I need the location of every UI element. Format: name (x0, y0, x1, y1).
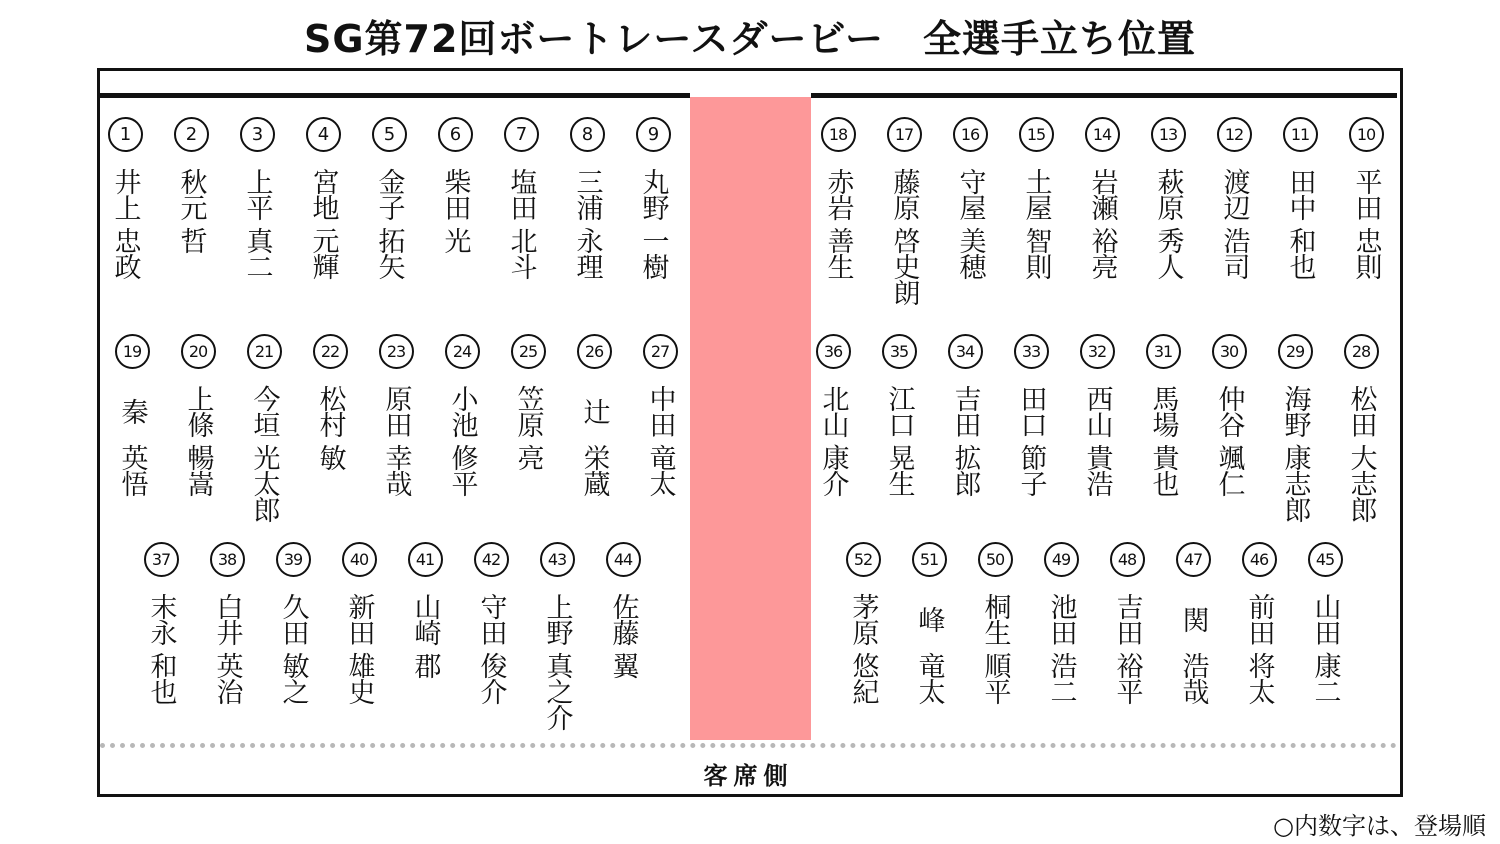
player-surname: 塩田 (505, 167, 537, 220)
player-given-name: 拡郎 (949, 444, 981, 496)
entry-order-number: 4 (306, 117, 341, 152)
player-given-name: 栄蔵 (578, 444, 610, 496)
player-surname: 小池 (446, 384, 478, 437)
player-given-name: 一樹 (637, 227, 669, 279)
player-name (1011, 160, 1061, 279)
player-slot (598, 542, 648, 678)
player-name (364, 160, 414, 279)
player-given-name: 郡 (409, 652, 441, 678)
entry-order-number: 22 (313, 334, 348, 369)
player-slot (100, 117, 150, 279)
player-name (202, 585, 252, 704)
player-name (838, 585, 888, 704)
player-name (1300, 585, 1350, 704)
player-name (1036, 585, 1086, 704)
player-name (496, 160, 546, 279)
player-name (466, 585, 516, 704)
entry-order-number: 9 (636, 117, 671, 152)
player-slot (874, 334, 924, 496)
player-slot (107, 334, 157, 496)
player-slot (437, 334, 487, 496)
player-slot (532, 542, 582, 730)
player-surname: 江口 (883, 384, 915, 437)
player-given-name: 貴浩 (1081, 444, 1113, 496)
player-surname: 田口 (1015, 384, 1047, 437)
player-given-name: 光太郎 (248, 444, 280, 522)
player-surname: 吉田 (949, 384, 981, 437)
player-given-name: 貴也 (1147, 444, 1179, 496)
player-given-name: 浩司 (1218, 227, 1250, 279)
player-surname: 吉田 (1111, 592, 1143, 645)
player-given-name: 英悟 (116, 444, 148, 496)
player-surname: 中田 (644, 384, 676, 437)
player-slot (940, 334, 990, 496)
player-name (334, 585, 384, 704)
entry-order-number: 32 (1080, 334, 1115, 369)
player-name (1143, 160, 1193, 279)
player-slot (202, 542, 252, 704)
player-given-name: 永理 (571, 227, 603, 279)
player-slot (298, 117, 348, 279)
player-given-name: 大志郎 (1345, 444, 1377, 522)
entry-order-number: 49 (1044, 542, 1079, 577)
player-slot (1077, 117, 1127, 279)
entry-order-number: 19 (115, 334, 150, 369)
player-given-name: 幸哉 (380, 444, 412, 496)
player-slot (232, 117, 282, 279)
player-name (305, 377, 355, 470)
player-surname: 山崎 (409, 592, 441, 645)
audience-side-label: 客席側 (703, 762, 794, 790)
player-surname: 秋元 (175, 167, 207, 220)
player-slot (1336, 334, 1386, 522)
player-given-name: 修平 (446, 444, 478, 496)
entry-order-number: 46 (1242, 542, 1277, 577)
entry-order-number: 43 (540, 542, 575, 577)
entry-order-number: 42 (474, 542, 509, 577)
player-surname: 秦 (116, 397, 148, 424)
player-surname: 前田 (1243, 592, 1275, 645)
player-surname: 柴田 (439, 167, 471, 220)
entry-order-number: 26 (577, 334, 612, 369)
player-given-name: 敏之 (277, 652, 309, 704)
entry-order-number: 10 (1349, 117, 1384, 152)
entry-order-number: 33 (1014, 334, 1049, 369)
player-given-name: 颯仁 (1213, 444, 1245, 496)
player-slot (173, 334, 223, 496)
entry-order-number: 17 (887, 117, 922, 152)
player-name (166, 160, 216, 253)
entry-order-number: 20 (181, 334, 216, 369)
player-slot (334, 542, 384, 704)
player-surname: 守屋 (954, 167, 986, 220)
player-slot (364, 117, 414, 279)
entry-order-number: 6 (438, 117, 473, 152)
player-slot (1138, 334, 1188, 496)
player-given-name: 美穂 (954, 227, 986, 279)
player-slot (430, 117, 480, 253)
player-slot (496, 117, 546, 279)
entry-order-number: 15 (1019, 117, 1054, 152)
player-given-name: 敏 (314, 444, 346, 470)
entry-order-number: 24 (445, 334, 480, 369)
player-surname: 渡辺 (1218, 167, 1250, 220)
player-surname: 茅原 (847, 592, 879, 645)
player-name (1072, 377, 1122, 496)
player-surname: 丸野 (637, 167, 669, 220)
player-name (874, 377, 924, 496)
player-name (532, 585, 582, 730)
entry-order-number: 12 (1217, 117, 1252, 152)
player-slot (838, 542, 888, 704)
player-slot (1300, 542, 1350, 704)
player-name (598, 585, 648, 678)
player-slot (1036, 542, 1086, 704)
player-name (1209, 160, 1259, 279)
player-name (813, 160, 863, 279)
player-surname: 赤岩 (822, 167, 854, 220)
player-given-name: 智則 (1020, 227, 1052, 279)
player-surname: 佐藤 (607, 592, 639, 645)
player-surname: 笠原 (512, 384, 544, 437)
player-surname: 井上 (109, 167, 141, 220)
player-name (503, 377, 553, 470)
entry-order-number: 36 (816, 334, 851, 369)
player-surname: 萩原 (1152, 167, 1184, 220)
player-surname: 三浦 (571, 167, 603, 220)
player-slot (166, 117, 216, 253)
player-given-name: 忠政 (109, 227, 141, 279)
player-name (1102, 585, 1152, 704)
entry-order-number: 45 (1308, 542, 1343, 577)
player-given-name: 英治 (211, 652, 243, 704)
player-name (635, 377, 685, 496)
entry-order-number: 37 (144, 542, 179, 577)
player-slot (268, 542, 318, 704)
player-slot (1341, 117, 1391, 279)
entry-order-number: 44 (606, 542, 641, 577)
player-slot (1204, 334, 1254, 496)
entry-order-number: 39 (276, 542, 311, 577)
player-slot (808, 334, 858, 496)
entry-order-number: 16 (953, 117, 988, 152)
entry-order-number: 48 (1110, 542, 1145, 577)
player-name (904, 585, 954, 704)
player-surname: 白井 (211, 592, 243, 645)
player-surname: 今垣 (248, 384, 280, 437)
player-given-name: 哲 (175, 227, 207, 253)
player-given-name: 晃生 (883, 444, 915, 496)
player-given-name: 和也 (1284, 227, 1316, 279)
player-given-name: 竜太 (913, 652, 945, 704)
player-slot (466, 542, 516, 704)
entry-order-number: 13 (1151, 117, 1186, 152)
player-given-name: 康二 (1309, 652, 1341, 704)
entry-order-number: 25 (511, 334, 546, 369)
player-surname: 金子 (373, 167, 405, 220)
entry-order-number: 21 (247, 334, 282, 369)
player-surname: 宮地 (307, 167, 339, 220)
player-surname: 上平 (241, 167, 273, 220)
player-given-name: 康介 (817, 444, 849, 496)
player-surname: 原田 (380, 384, 412, 437)
player-slot (970, 542, 1020, 704)
player-name (879, 160, 929, 305)
player-slot (879, 117, 929, 305)
entry-order-number: 47 (1176, 542, 1211, 577)
player-name (1168, 585, 1218, 704)
entry-order-number: 31 (1146, 334, 1181, 369)
player-slot (1234, 542, 1284, 704)
player-surname: 上條 (182, 384, 214, 437)
player-slot (305, 334, 355, 470)
player-name (400, 585, 450, 678)
player-slot (628, 117, 678, 279)
player-surname: 田中 (1284, 167, 1316, 220)
player-slot (371, 334, 421, 496)
entry-order-number: 8 (570, 117, 605, 152)
entry-order-number: 23 (379, 334, 414, 369)
player-surname: 馬場 (1147, 384, 1179, 437)
player-name (268, 585, 318, 704)
entry-order-number: 18 (821, 117, 856, 152)
entry-order-number: 38 (210, 542, 245, 577)
audience-divider (100, 743, 1397, 748)
player-surname: 平田 (1350, 167, 1382, 220)
player-surname: 松村 (314, 384, 346, 437)
player-name (430, 160, 480, 253)
player-name (371, 377, 421, 496)
player-given-name: 浩二 (1045, 652, 1077, 704)
player-given-name: 光 (439, 227, 471, 253)
player-given-name: 北斗 (505, 227, 537, 279)
player-given-name: 裕亮 (1086, 227, 1118, 279)
entry-order-number: 30 (1212, 334, 1247, 369)
player-slot (239, 334, 289, 522)
player-name (1077, 160, 1127, 279)
player-slot (1168, 542, 1218, 704)
player-name (1341, 160, 1391, 279)
player-given-name: 暢嵩 (182, 444, 214, 496)
player-name (628, 160, 678, 279)
player-name (298, 160, 348, 279)
player-surname: 池田 (1045, 592, 1077, 645)
player-surname: 岩瀬 (1086, 167, 1118, 220)
entry-order-number: 1 (108, 117, 143, 152)
entry-order-number: 40 (342, 542, 377, 577)
player-surname: 久田 (277, 592, 309, 645)
player-given-name: 真二 (241, 227, 273, 279)
player-slot (945, 117, 995, 279)
player-surname: 関 (1177, 605, 1209, 632)
player-surname: 海野 (1279, 384, 1311, 437)
entry-order-number: 35 (882, 334, 917, 369)
player-given-name: 拓矢 (373, 227, 405, 279)
player-name (569, 377, 619, 496)
entry-order-number: 7 (504, 117, 539, 152)
player-slot (1072, 334, 1122, 496)
player-surname: 北山 (817, 384, 849, 437)
entry-order-number: 2 (174, 117, 209, 152)
player-name (239, 377, 289, 522)
player-slot (400, 542, 450, 678)
player-surname: 松田 (1345, 384, 1377, 437)
player-name (173, 377, 223, 496)
player-given-name: 啓史朗 (888, 227, 920, 305)
player-name (808, 377, 858, 496)
player-slot (635, 334, 685, 496)
player-slot (904, 542, 954, 704)
player-given-name: 俊介 (475, 652, 507, 704)
player-name (1275, 160, 1325, 279)
player-surname: 山田 (1309, 592, 1341, 645)
player-surname: 辻 (578, 397, 610, 424)
player-surname: 藤原 (888, 167, 920, 220)
player-slot (1143, 117, 1193, 279)
entry-order-number: 41 (408, 542, 443, 577)
player-name (1006, 377, 1056, 496)
player-slot (1270, 334, 1320, 522)
entry-order-number: 51 (912, 542, 947, 577)
player-surname: 土屋 (1020, 167, 1052, 220)
entry-order-number: 5 (372, 117, 407, 152)
entry-order-number: 11 (1283, 117, 1318, 152)
player-name (562, 160, 612, 279)
player-slot (813, 117, 863, 279)
player-slot (503, 334, 553, 470)
player-given-name: 竜太 (644, 444, 676, 496)
player-surname: 仲谷 (1213, 384, 1245, 437)
player-name (107, 377, 157, 496)
player-slot (136, 542, 186, 704)
player-given-name: 忠則 (1350, 227, 1382, 279)
player-given-name: 悠紀 (847, 652, 879, 704)
player-given-name: 真之介 (541, 652, 573, 730)
entry-order-number: 28 (1344, 334, 1379, 369)
stage-line-right (811, 93, 1397, 98)
player-surname: 西山 (1081, 384, 1113, 437)
entry-order-number: 50 (978, 542, 1013, 577)
player-name (940, 377, 990, 496)
entry-order-number: 29 (1278, 334, 1313, 369)
player-surname: 峰 (913, 605, 945, 632)
player-given-name: 秀人 (1152, 227, 1184, 279)
player-surname: 桐生 (979, 592, 1011, 645)
player-name (437, 377, 487, 496)
player-slot (562, 117, 612, 279)
player-given-name: 雄史 (343, 652, 375, 704)
player-name (100, 160, 150, 279)
player-name (136, 585, 186, 704)
player-slot (1006, 334, 1056, 496)
player-given-name: 裕平 (1111, 652, 1143, 704)
footnote: ○内数字は、登場順 (1273, 812, 1486, 840)
entry-order-number: 52 (846, 542, 881, 577)
entry-order-number: 14 (1085, 117, 1120, 152)
page-title: SG第72回ボートレースダービー 全選手立ち位置 (303, 17, 1197, 61)
player-name (1270, 377, 1320, 522)
player-given-name: 康志郎 (1279, 444, 1311, 522)
player-given-name: 将太 (1243, 652, 1275, 704)
player-slot (1011, 117, 1061, 279)
player-slot (1275, 117, 1325, 279)
player-name (1336, 377, 1386, 522)
player-name (1138, 377, 1188, 496)
player-given-name: 善生 (822, 227, 854, 279)
center-aisle (690, 97, 811, 740)
player-given-name: 節子 (1015, 444, 1047, 496)
player-surname: 末永 (145, 592, 177, 645)
player-slot (569, 334, 619, 496)
player-given-name: 元輝 (307, 227, 339, 279)
player-surname: 守田 (475, 592, 507, 645)
player-given-name: 翼 (607, 652, 639, 678)
player-slot (1102, 542, 1152, 704)
player-name (945, 160, 995, 279)
entry-order-number: 27 (643, 334, 678, 369)
player-given-name: 順平 (979, 652, 1011, 704)
player-surname: 新田 (343, 592, 375, 645)
player-given-name: 亮 (512, 444, 544, 470)
player-name (1234, 585, 1284, 704)
entry-order-number: 34 (948, 334, 983, 369)
player-given-name: 和也 (145, 652, 177, 704)
player-surname: 上野 (541, 592, 573, 645)
player-name (232, 160, 282, 279)
entry-order-number: 3 (240, 117, 275, 152)
player-given-name: 浩哉 (1177, 652, 1209, 704)
player-name (970, 585, 1020, 704)
stage-line-left (100, 93, 690, 98)
player-name (1204, 377, 1254, 496)
player-slot (1209, 117, 1259, 279)
